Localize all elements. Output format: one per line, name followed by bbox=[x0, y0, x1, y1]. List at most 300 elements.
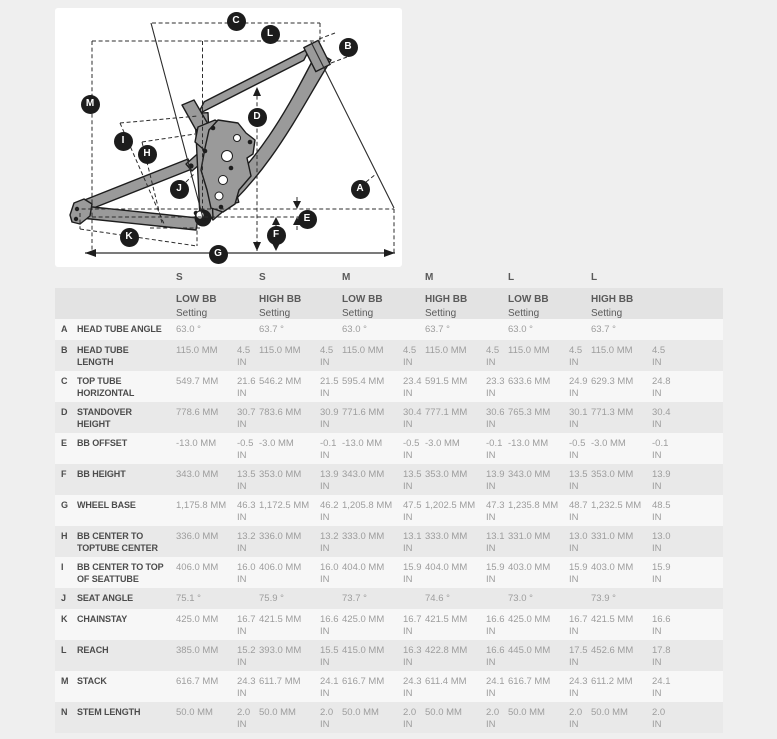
value-in bbox=[652, 495, 674, 526]
value-in bbox=[320, 495, 342, 526]
value-in-unit: IN bbox=[569, 450, 579, 462]
value-in-number: 24.9 bbox=[569, 376, 588, 387]
value-in-unit: IN bbox=[652, 388, 662, 400]
value-in bbox=[320, 371, 342, 402]
value-mm: -3.0 MM bbox=[259, 438, 294, 449]
marker-m-letter: M bbox=[85, 98, 95, 109]
row-label: STEM LENGTH bbox=[77, 707, 141, 717]
value-in-number: 46.3 bbox=[237, 500, 256, 511]
value-mm: 353.0 MM bbox=[591, 469, 634, 480]
value-in-number: 30.4 bbox=[652, 407, 671, 418]
value-mm: 1,172.5 MM bbox=[259, 500, 310, 511]
value-in-unit: IN bbox=[403, 574, 413, 586]
marker-b bbox=[339, 38, 358, 57]
marker-k-letter: K bbox=[125, 231, 133, 242]
value-mm: 771.6 MM bbox=[342, 407, 385, 418]
marker-e-letter: E bbox=[303, 213, 311, 224]
value-in bbox=[486, 433, 508, 464]
setting-header-suffix: Setting bbox=[591, 307, 623, 319]
value-mm: 783.6 MM bbox=[259, 407, 302, 418]
value-in-unit: IN bbox=[237, 543, 247, 555]
row-letter: M bbox=[61, 676, 69, 686]
value-in-number: 4.5 bbox=[320, 345, 334, 356]
value-mm: 616.7 MM bbox=[342, 676, 385, 687]
value-in-unit: IN bbox=[237, 688, 247, 700]
value-mm: 50.0 MM bbox=[342, 707, 379, 718]
angle-value: 73.9 ° bbox=[591, 593, 616, 604]
value-in-number: 21.5 bbox=[320, 376, 339, 387]
value-in-number: 16.6 bbox=[486, 614, 505, 625]
value-in-unit: IN bbox=[403, 719, 413, 731]
setting-header bbox=[508, 288, 591, 320]
setting-header bbox=[176, 288, 259, 320]
value-mm: 50.0 MM bbox=[425, 707, 462, 718]
geometry-row bbox=[55, 557, 723, 588]
value-in-unit: IN bbox=[320, 481, 330, 493]
value-in-number: 13.1 bbox=[403, 531, 422, 542]
value-in-number: 16.6 bbox=[486, 645, 505, 656]
geometry-row bbox=[55, 340, 723, 371]
value-in-number: 48.5 bbox=[652, 500, 671, 511]
value-in bbox=[320, 464, 342, 495]
value-in-unit: IN bbox=[237, 450, 247, 462]
value-in bbox=[569, 609, 591, 640]
value-mm: 115.0 MM bbox=[425, 345, 467, 356]
value-mm: 616.7 MM bbox=[176, 676, 219, 687]
value-in-unit: IN bbox=[486, 719, 496, 731]
value-mm: 333.0 MM bbox=[342, 531, 385, 542]
value-mm: 404.0 MM bbox=[342, 562, 385, 573]
value-in-number: 47.5 bbox=[403, 500, 422, 511]
value-mm: 50.0 MM bbox=[259, 707, 296, 718]
value-in bbox=[569, 557, 591, 588]
value-mm: 421.5 MM bbox=[591, 614, 634, 625]
value-in-unit: IN bbox=[403, 357, 413, 369]
value-in-unit: IN bbox=[569, 688, 579, 700]
value-in bbox=[403, 402, 425, 433]
value-mm: 1,235.8 MM bbox=[508, 500, 559, 511]
value-in bbox=[486, 371, 508, 402]
value-in bbox=[486, 402, 508, 433]
value-in-number: 30.9 bbox=[320, 407, 339, 418]
value-in-number: 13.5 bbox=[403, 469, 422, 480]
angle-value: 63.0 ° bbox=[508, 324, 533, 335]
geometry-table bbox=[55, 267, 723, 733]
value-in-number: 4.5 bbox=[403, 345, 417, 356]
geometry-row bbox=[55, 640, 723, 671]
value-in-unit: IN bbox=[320, 574, 330, 586]
angle-value: 63.7 ° bbox=[259, 324, 284, 335]
value-mm: 445.0 MM bbox=[508, 645, 551, 656]
value-in-unit: IN bbox=[486, 626, 496, 638]
setting-header bbox=[259, 288, 342, 320]
value-in-number: 2.0 bbox=[486, 707, 500, 718]
value-in-number: 16.3 bbox=[403, 645, 422, 656]
value-in-number: 47.3 bbox=[486, 500, 505, 511]
marker-h bbox=[138, 145, 157, 164]
value-in-number: 46.2 bbox=[320, 500, 339, 511]
row-letter: C bbox=[61, 376, 68, 386]
value-mm: 403.0 MM bbox=[591, 562, 634, 573]
value-in bbox=[569, 340, 591, 371]
value-in-number: 17.5 bbox=[569, 645, 588, 656]
value-in bbox=[237, 464, 259, 495]
setting-header-bb: HIGH BB bbox=[591, 294, 634, 305]
value-mm: 1,202.5 MM bbox=[425, 500, 476, 511]
value-in bbox=[569, 464, 591, 495]
value-mm: 591.5 MM bbox=[425, 376, 468, 387]
value-in-number: 2.0 bbox=[237, 707, 251, 718]
value-mm: 336.0 MM bbox=[176, 531, 219, 542]
value-in bbox=[237, 557, 259, 588]
size-header: L bbox=[508, 272, 515, 283]
row-label: BB CENTER TO TOP OF SEATTUBE bbox=[77, 562, 164, 584]
row-label: BB HEIGHT bbox=[77, 469, 126, 479]
value-in-unit: IN bbox=[237, 719, 247, 731]
value-in bbox=[652, 402, 674, 433]
value-in-unit: IN bbox=[652, 688, 662, 700]
angle-value: 75.9 ° bbox=[259, 593, 284, 604]
value-mm: 1,175.8 MM bbox=[176, 500, 227, 511]
value-mm: -13.0 MM bbox=[342, 438, 383, 449]
value-in bbox=[320, 609, 342, 640]
value-in-number: 4.5 bbox=[652, 345, 666, 356]
value-in bbox=[486, 526, 508, 557]
value-mm: 421.5 MM bbox=[425, 614, 468, 625]
marker-c bbox=[227, 12, 246, 31]
marker-c-letter: C bbox=[232, 15, 240, 26]
row-label: WHEEL BASE bbox=[77, 500, 136, 510]
value-mm: 546.2 MM bbox=[259, 376, 302, 387]
value-in bbox=[652, 557, 674, 588]
value-in-unit: IN bbox=[237, 357, 247, 369]
value-in bbox=[569, 402, 591, 433]
marker-d bbox=[248, 108, 267, 127]
value-in-number: 24.3 bbox=[403, 676, 422, 687]
setting-header-spacer bbox=[55, 288, 77, 320]
value-in bbox=[652, 609, 674, 640]
value-mm: 353.0 MM bbox=[425, 469, 468, 480]
value-in-number: 2.0 bbox=[569, 707, 583, 718]
value-in-unit: IN bbox=[486, 357, 496, 369]
value-in bbox=[569, 702, 591, 733]
value-mm: 425.0 MM bbox=[508, 614, 551, 625]
value-mm: -3.0 MM bbox=[591, 438, 626, 449]
angle-value-spacer bbox=[403, 319, 425, 340]
size-header-spacer bbox=[77, 267, 176, 288]
row-label: CHAINSTAY bbox=[77, 614, 128, 624]
value-in-unit: IN bbox=[569, 574, 579, 586]
value-in-unit: IN bbox=[403, 419, 413, 431]
value-in-unit: IN bbox=[569, 481, 579, 493]
value-mm: 611.2 MM bbox=[591, 676, 633, 687]
value-in-number: 16.0 bbox=[237, 562, 256, 573]
value-in-number: 13.0 bbox=[569, 531, 588, 542]
value-in-unit: IN bbox=[403, 481, 413, 493]
marker-a bbox=[351, 180, 370, 199]
marker-j-letter: J bbox=[176, 183, 182, 194]
value-in bbox=[652, 526, 674, 557]
marker-e bbox=[298, 210, 317, 229]
geometry-row bbox=[55, 671, 723, 702]
row-letter: A bbox=[61, 324, 68, 334]
value-in-unit: IN bbox=[320, 626, 330, 638]
value-mm: 633.6 MM bbox=[508, 376, 551, 387]
value-in-number: 13.2 bbox=[237, 531, 256, 542]
value-in-number: 13.9 bbox=[652, 469, 671, 480]
row-letter: L bbox=[61, 645, 67, 655]
value-in bbox=[403, 371, 425, 402]
value-mm: 452.6 MM bbox=[591, 645, 634, 656]
value-in-unit: IN bbox=[569, 543, 579, 555]
value-in-unit: IN bbox=[486, 657, 496, 669]
marker-f-letter: F bbox=[272, 229, 280, 240]
setting-header-suffix: Setting bbox=[259, 307, 291, 319]
value-in-number: 13.2 bbox=[320, 531, 339, 542]
angle-value: 75.1 ° bbox=[176, 593, 201, 604]
row-letter: N bbox=[61, 707, 68, 717]
value-in-unit: IN bbox=[486, 481, 496, 493]
value-in-number: 16.7 bbox=[569, 614, 588, 625]
size-header-spacer bbox=[55, 267, 77, 288]
value-in bbox=[320, 557, 342, 588]
value-mm: -3.0 MM bbox=[425, 438, 460, 449]
value-in-number: 23.3 bbox=[486, 376, 505, 387]
value-in bbox=[403, 609, 425, 640]
geometry-row bbox=[55, 433, 723, 464]
marker-i bbox=[114, 132, 133, 151]
setting-header-bb: LOW BB bbox=[508, 294, 549, 305]
marker-l-letter: L bbox=[266, 28, 274, 39]
value-mm: 629.3 MM bbox=[591, 376, 634, 387]
value-in bbox=[403, 557, 425, 588]
value-in-number: 13.0 bbox=[652, 531, 671, 542]
value-in bbox=[320, 340, 342, 371]
value-mm: 331.0 MM bbox=[591, 531, 634, 542]
value-mm: 771.3 MM bbox=[591, 407, 634, 418]
value-in bbox=[237, 609, 259, 640]
value-in-number: 48.7 bbox=[569, 500, 588, 511]
value-in-unit: IN bbox=[320, 719, 330, 731]
value-mm: 115.0 MM bbox=[508, 345, 550, 356]
value-in-number: -0.1 bbox=[652, 438, 669, 449]
value-mm: 595.4 MM bbox=[342, 376, 385, 387]
value-in-number: 24.1 bbox=[486, 676, 505, 687]
value-in bbox=[486, 495, 508, 526]
value-in bbox=[569, 671, 591, 702]
value-in bbox=[403, 340, 425, 371]
value-in-unit: IN bbox=[237, 574, 247, 586]
value-in-unit: IN bbox=[320, 357, 330, 369]
value-in-number: 2.0 bbox=[320, 707, 334, 718]
value-in-number: 15.5 bbox=[320, 645, 339, 656]
value-in-number: 13.1 bbox=[486, 531, 505, 542]
value-in bbox=[320, 526, 342, 557]
value-in-unit: IN bbox=[403, 688, 413, 700]
value-in-number: -0.5 bbox=[237, 438, 254, 449]
size-header: L bbox=[591, 272, 598, 283]
value-in-unit: IN bbox=[320, 657, 330, 669]
value-in bbox=[403, 640, 425, 671]
value-in-unit: IN bbox=[652, 543, 662, 555]
value-mm: 425.0 MM bbox=[342, 614, 385, 625]
angle-value-spacer bbox=[486, 319, 508, 340]
row-label: STACK bbox=[77, 676, 107, 686]
value-in-number: 30.4 bbox=[403, 407, 422, 418]
value-mm: -13.0 MM bbox=[176, 438, 217, 449]
row-label: BB CENTER TO TOPTUBE CENTER bbox=[77, 531, 158, 553]
value-mm: -13.0 MM bbox=[508, 438, 549, 449]
angle-value: 63.0 ° bbox=[342, 324, 367, 335]
value-in-unit: IN bbox=[652, 357, 662, 369]
value-mm: 333.0 MM bbox=[425, 531, 468, 542]
angle-value: 63.0 ° bbox=[176, 324, 201, 335]
row-label: REACH bbox=[77, 645, 109, 655]
setting-header bbox=[591, 288, 674, 320]
value-mm: 393.0 MM bbox=[259, 645, 302, 656]
row-letter: D bbox=[61, 407, 68, 417]
marker-l bbox=[261, 25, 280, 44]
setting-header-suffix: Setting bbox=[342, 307, 374, 319]
value-in-unit: IN bbox=[237, 388, 247, 400]
value-in-unit: IN bbox=[320, 450, 330, 462]
value-mm: 115.0 MM bbox=[342, 345, 384, 356]
geometry-row bbox=[55, 526, 723, 557]
marker-m bbox=[81, 95, 100, 114]
row-label: BB OFFSET bbox=[77, 438, 128, 448]
value-in-unit: IN bbox=[569, 657, 579, 669]
value-in-unit: IN bbox=[569, 388, 579, 400]
value-in-number: 2.0 bbox=[652, 707, 666, 718]
angle-value-spacer bbox=[569, 319, 591, 340]
value-in-number: 24.1 bbox=[320, 676, 339, 687]
value-in-unit: IN bbox=[486, 512, 496, 524]
value-in bbox=[237, 371, 259, 402]
setting-header-suffix: Setting bbox=[425, 307, 457, 319]
marker-k bbox=[120, 228, 139, 247]
value-in-unit: IN bbox=[320, 688, 330, 700]
marker-b-letter: B bbox=[344, 41, 352, 52]
angle-value-spacer bbox=[320, 588, 342, 609]
value-in-number: 24.3 bbox=[569, 676, 588, 687]
value-in-unit: IN bbox=[237, 657, 247, 669]
value-mm: 115.0 MM bbox=[176, 345, 218, 356]
size-header: S bbox=[259, 272, 266, 283]
value-in bbox=[403, 702, 425, 733]
value-in bbox=[652, 371, 674, 402]
value-in-number: 30.6 bbox=[486, 407, 505, 418]
value-in bbox=[320, 402, 342, 433]
value-in bbox=[320, 702, 342, 733]
value-mm: 1,232.5 MM bbox=[591, 500, 642, 511]
value-in-unit: IN bbox=[403, 657, 413, 669]
setting-header-bb: LOW BB bbox=[176, 294, 217, 305]
value-mm: 765.3 MM bbox=[508, 407, 551, 418]
value-in-unit: IN bbox=[652, 657, 662, 669]
value-in bbox=[652, 671, 674, 702]
value-in-unit: IN bbox=[652, 419, 662, 431]
value-in-number: 16.6 bbox=[652, 614, 671, 625]
value-in-number: 16.0 bbox=[320, 562, 339, 573]
value-in-number: 15.9 bbox=[652, 562, 671, 573]
value-in-number: 4.5 bbox=[486, 345, 500, 356]
value-in bbox=[237, 433, 259, 464]
value-in-unit: IN bbox=[237, 512, 247, 524]
value-in-unit: IN bbox=[569, 719, 579, 731]
value-in-unit: IN bbox=[320, 543, 330, 555]
value-in-unit: IN bbox=[486, 574, 496, 586]
angle-value-spacer bbox=[237, 319, 259, 340]
value-in-number: 15.9 bbox=[569, 562, 588, 573]
value-mm: 403.0 MM bbox=[508, 562, 551, 573]
value-mm: 549.7 MM bbox=[176, 376, 219, 387]
angle-value: 63.7 ° bbox=[425, 324, 450, 335]
value-in bbox=[237, 671, 259, 702]
angle-value-spacer bbox=[652, 319, 674, 340]
marker-a-letter: A bbox=[356, 183, 364, 194]
value-mm: 616.7 MM bbox=[508, 676, 551, 687]
angle-value: 73.7 ° bbox=[342, 593, 367, 604]
geometry-row bbox=[55, 588, 723, 609]
value-in bbox=[403, 495, 425, 526]
value-in-number: -0.1 bbox=[320, 438, 337, 449]
value-in-number: -0.5 bbox=[569, 438, 586, 449]
size-header-row bbox=[55, 267, 723, 288]
value-in-unit: IN bbox=[652, 574, 662, 586]
value-in bbox=[237, 526, 259, 557]
value-in-number: 15.9 bbox=[486, 562, 505, 573]
value-mm: 422.8 MM bbox=[425, 645, 468, 656]
value-in-number: 13.9 bbox=[320, 469, 339, 480]
value-in-number: 17.8 bbox=[652, 645, 671, 656]
head-tube bbox=[304, 40, 330, 71]
value-in-unit: IN bbox=[486, 388, 496, 400]
value-mm: 778.6 MM bbox=[176, 407, 219, 418]
row-letter: E bbox=[61, 438, 68, 448]
marker-g-letter: G bbox=[214, 248, 222, 259]
value-in bbox=[486, 557, 508, 588]
value-mm: 425.0 MM bbox=[176, 614, 219, 625]
value-mm: 115.0 MM bbox=[591, 345, 633, 356]
value-mm: 50.0 MM bbox=[508, 707, 545, 718]
setting-header-suffix: Setting bbox=[176, 307, 208, 319]
value-in-unit: IN bbox=[320, 512, 330, 524]
value-in-number: 16.6 bbox=[320, 614, 339, 625]
value-in bbox=[237, 640, 259, 671]
value-in-number: 21.6 bbox=[237, 376, 256, 387]
value-in bbox=[403, 433, 425, 464]
value-mm: 331.0 MM bbox=[508, 531, 551, 542]
value-mm: 406.0 MM bbox=[259, 562, 302, 573]
value-in bbox=[237, 702, 259, 733]
row-label: HEAD TUBE LENGTH bbox=[77, 345, 129, 367]
value-in-unit: IN bbox=[569, 419, 579, 431]
value-in bbox=[486, 464, 508, 495]
value-in-number: 16.7 bbox=[237, 614, 256, 625]
value-in bbox=[403, 671, 425, 702]
size-header: S bbox=[176, 272, 183, 283]
value-in-unit: IN bbox=[569, 512, 579, 524]
value-in-number: 4.5 bbox=[237, 345, 251, 356]
value-in-number: -0.5 bbox=[403, 438, 420, 449]
value-in bbox=[652, 640, 674, 671]
setting-header-spacer bbox=[77, 288, 176, 320]
value-in-unit: IN bbox=[237, 481, 247, 493]
value-in-unit: IN bbox=[320, 419, 330, 431]
value-mm: 50.0 MM bbox=[591, 707, 628, 718]
value-in bbox=[652, 702, 674, 733]
value-mm: 343.0 MM bbox=[176, 469, 219, 480]
